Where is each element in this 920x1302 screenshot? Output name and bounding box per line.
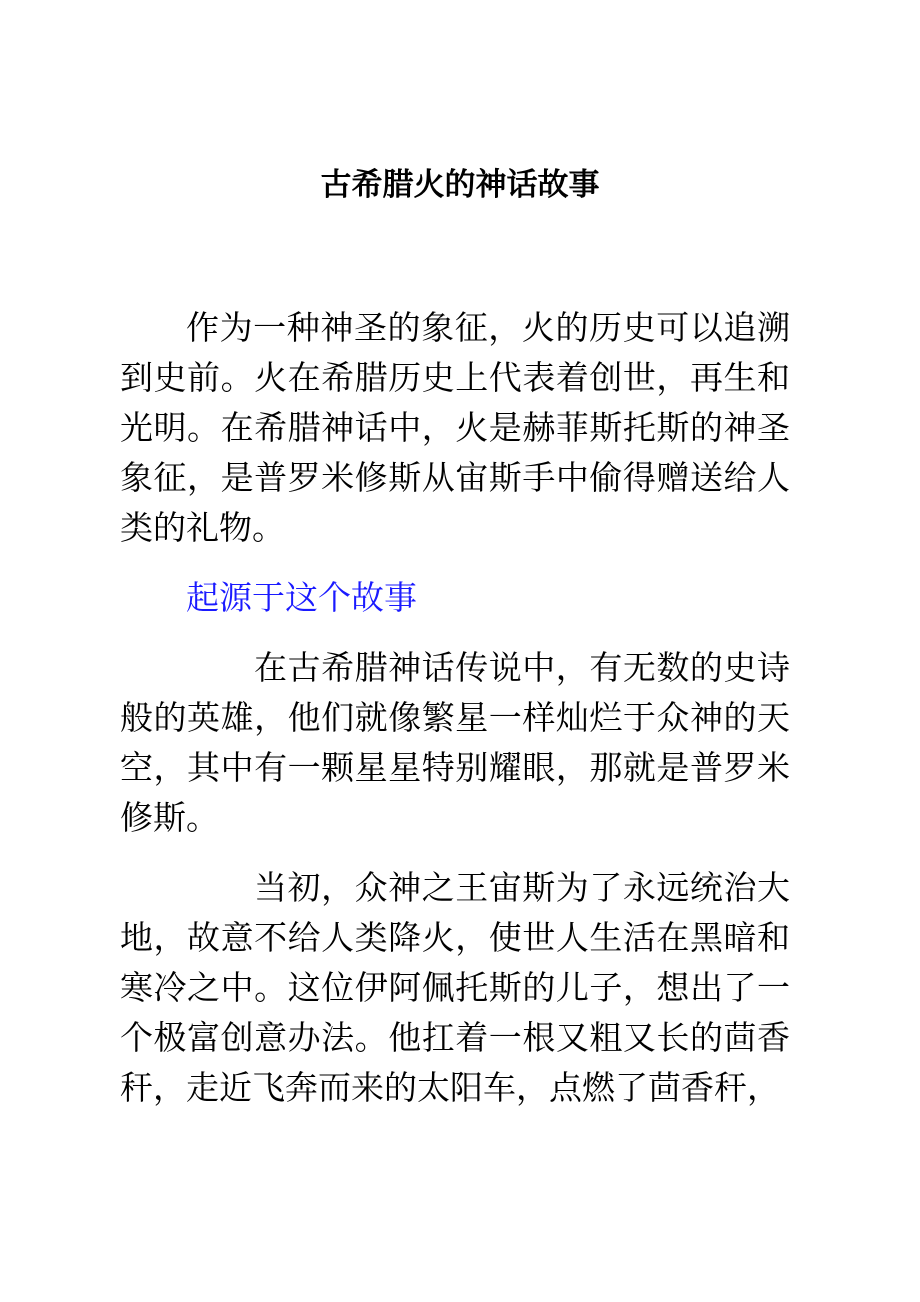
paragraph-heroes: 在古希腊神话传说中，有无数的史诗般的英雄，他们就像繁星一样灿烂于众神的天空，其中有一颗星星特别耀眼，那就是普罗米修斯。 [120, 648, 790, 837]
document-title: 古希腊火的神话故事 [320, 167, 600, 203]
section-heading: 起源于这个故事 [186, 578, 417, 617]
paragraph-intro: 作为一种神圣的象征，火的历史可以追溯到史前。火在希腊历史上代表着创世，再生和光明。在希腊神话中，火是赫菲斯托斯的神圣象征，是普罗米修斯从宙斯手中偷得赠送给人类的礼物。 [120, 308, 790, 547]
paragraph-zeus: 当初，众神之王宙斯为了永远统治大地，故意不给人类降火，使世人生活在黑暗和寒冷之中。这位伊阿佩托斯的儿子，想出了一个极富创意办法。他扛着一根又粗又长的茴香秆，走近飞奔而来的太阳车，点燃了茴香秆， [120, 868, 790, 1107]
